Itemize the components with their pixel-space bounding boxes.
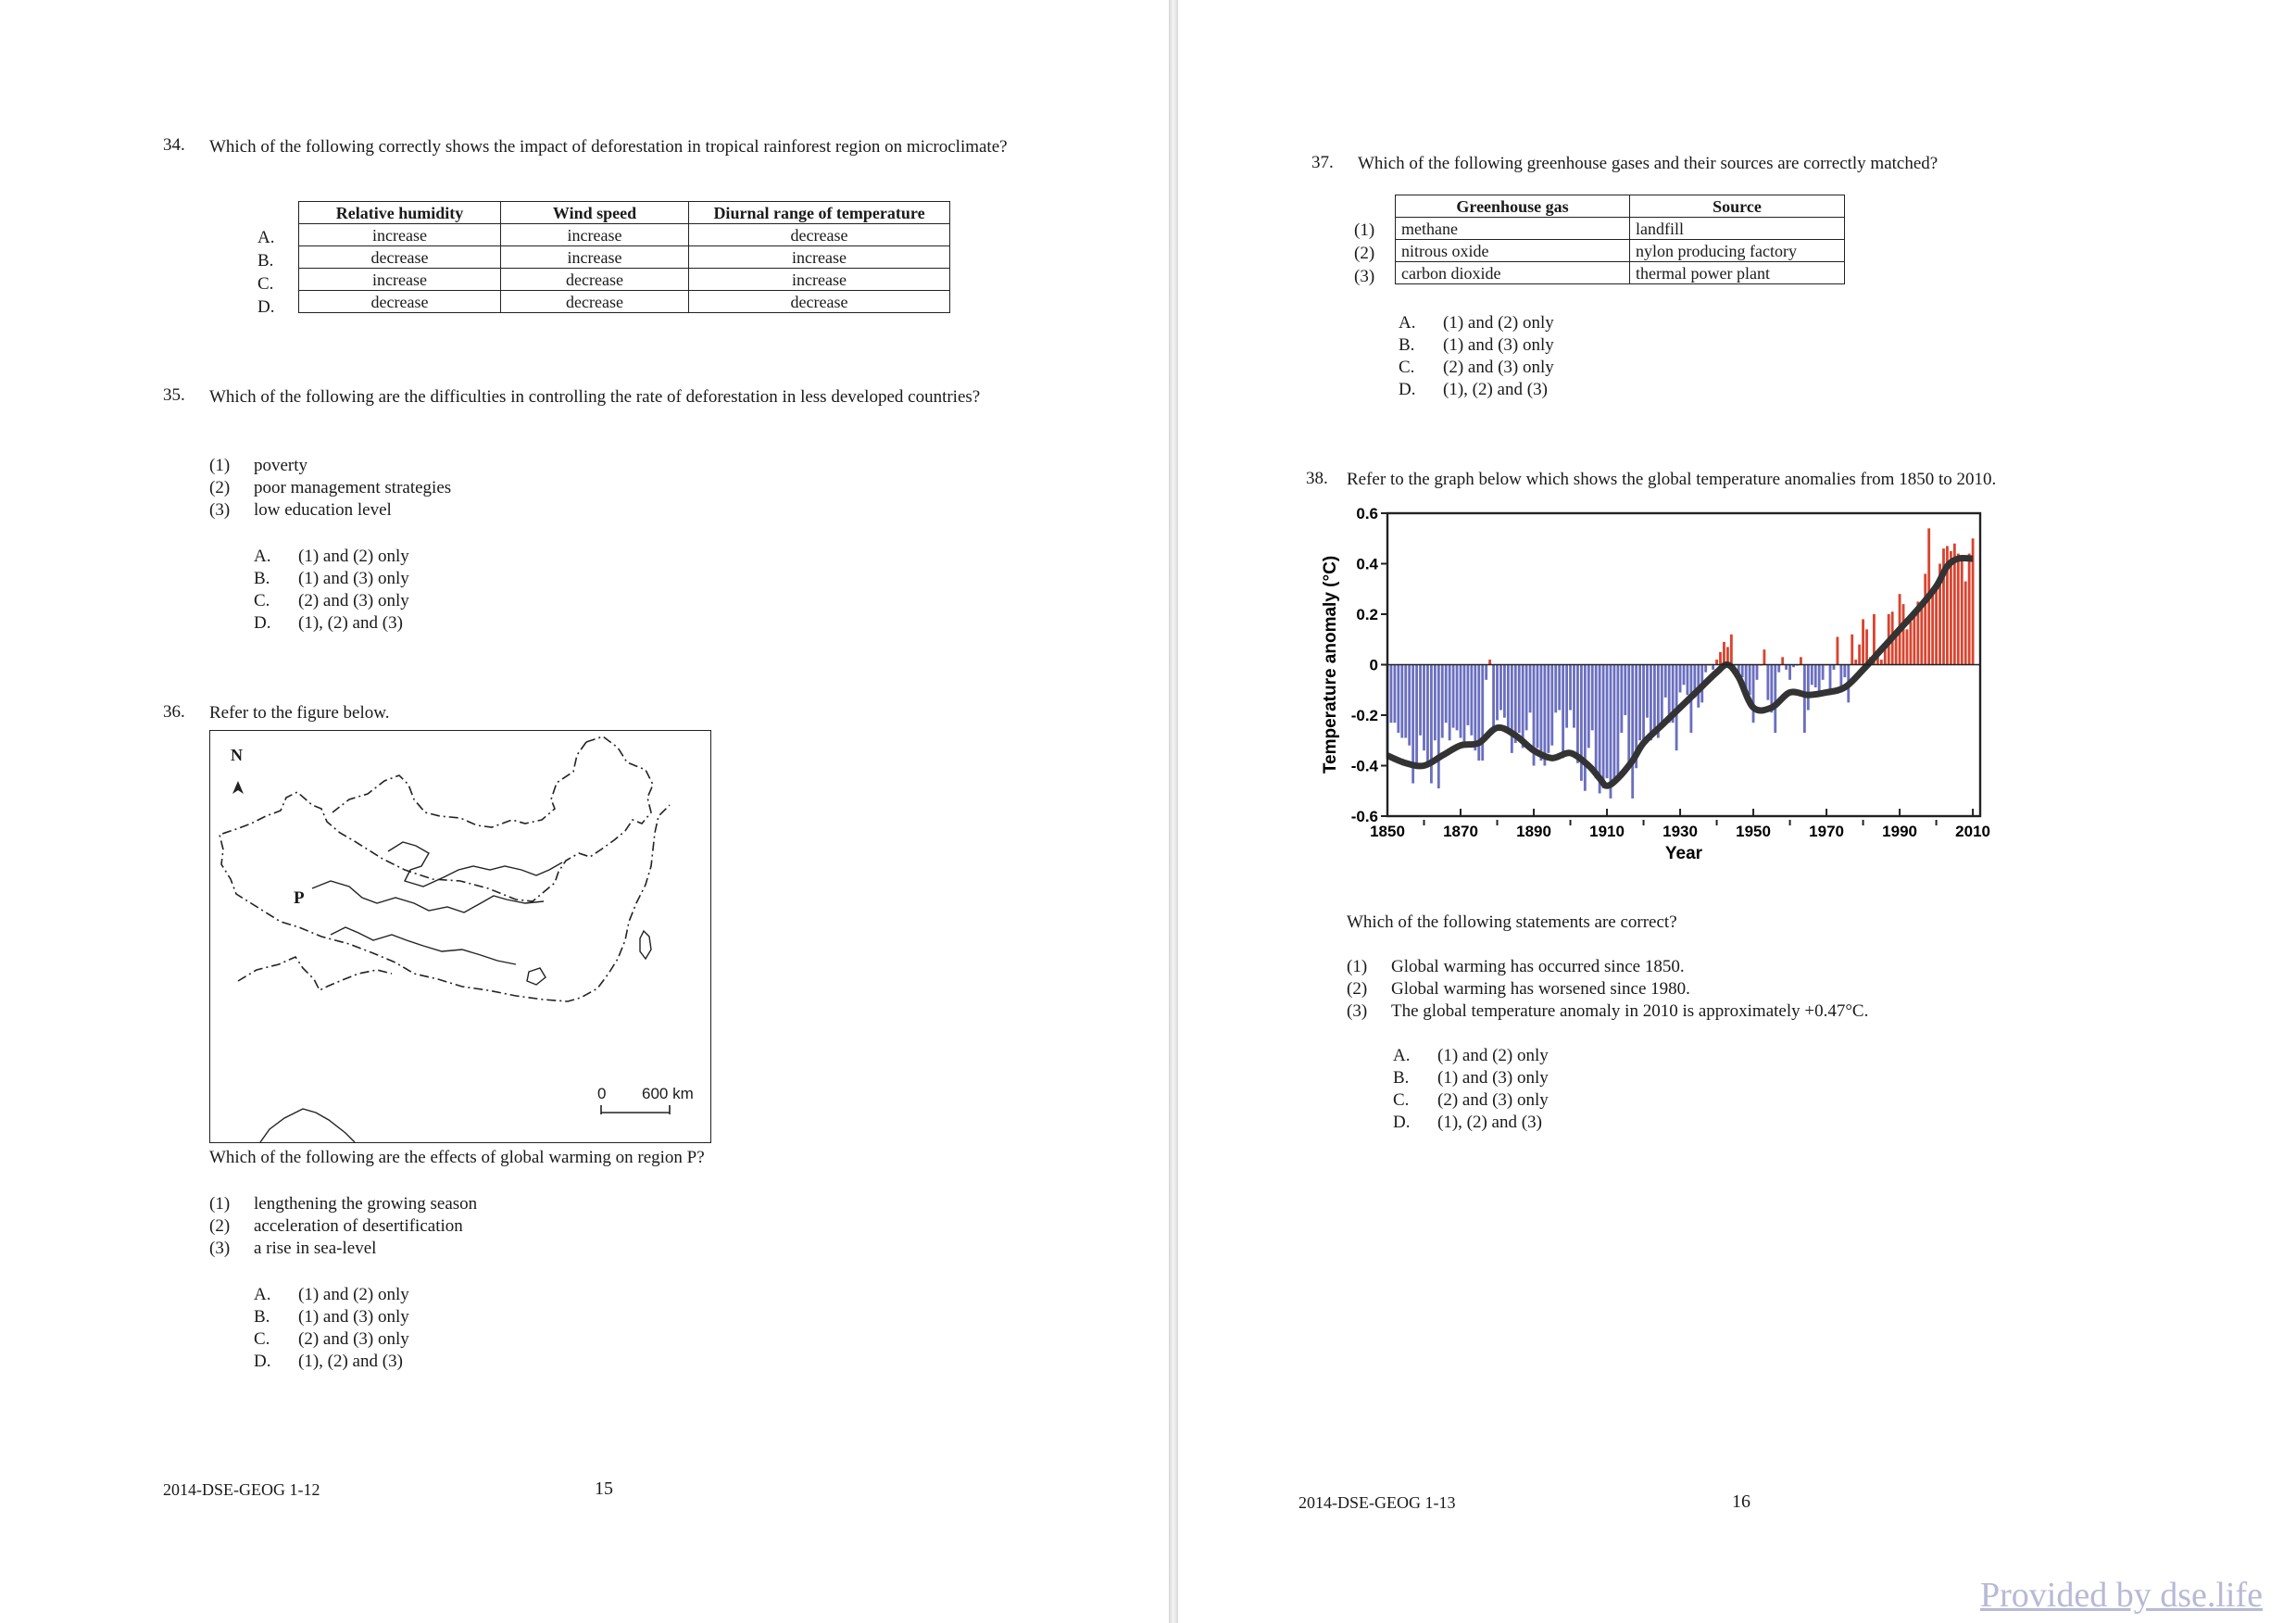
table-cell: decrease — [689, 291, 950, 313]
anomaly-bar — [1525, 665, 1528, 731]
option-letter: B. — [257, 251, 274, 270]
anomaly-bar — [1774, 665, 1776, 734]
anomaly-bar — [1522, 665, 1524, 749]
answer-option: D. (1), (2) and (3) — [1393, 1113, 1542, 1132]
anomaly-bar — [1562, 665, 1564, 759]
x-tick-label: 1850 — [1370, 823, 1405, 840]
answer-option: B. (1) and (3) only — [254, 1307, 409, 1327]
table-cell: nitrous oxide — [1396, 240, 1630, 262]
anomaly-bar — [1950, 551, 1952, 665]
anomaly-bar — [1920, 607, 1923, 665]
anomaly-bar — [1584, 665, 1587, 791]
table-row — [299, 224, 950, 246]
anomaly-bar — [1843, 665, 1846, 678]
anomaly-bar — [1650, 665, 1652, 741]
x-tick-label: 1970 — [1809, 823, 1844, 840]
anomaly-bar — [1474, 665, 1476, 751]
list-item: (1) Global warming has occurred since 1850. — [1347, 957, 1685, 976]
anomaly-bar — [1862, 619, 1864, 664]
x-tick-label: 1890 — [1516, 823, 1551, 840]
table-cell: decrease — [689, 224, 950, 246]
anomaly-bar — [1434, 665, 1437, 741]
anomaly-bar — [1602, 665, 1605, 789]
answer-option: B. (1) and (3) only — [1393, 1068, 1549, 1088]
anomaly-bar — [1961, 561, 1964, 665]
question-38-items — [1347, 956, 1868, 1023]
anomaly-bar — [1423, 665, 1425, 751]
answer-option: C. (2) and (3) only — [1393, 1090, 1549, 1110]
anomaly-bar — [1968, 554, 1971, 665]
anomaly-bar — [1499, 665, 1502, 711]
anomaly-bar — [1426, 665, 1429, 766]
anomaly-bar — [1547, 665, 1549, 753]
temperature-anomaly-chart — [1315, 500, 2019, 889]
answer-option: A. (1) and (2) only — [1393, 1046, 1549, 1065]
anomaly-bar — [1540, 665, 1543, 761]
list-item: (3) low education level — [209, 500, 392, 520]
table-row — [299, 291, 950, 313]
anomaly-bar — [1653, 665, 1656, 734]
anomaly-bar — [1441, 665, 1444, 738]
answer-option: B. (1) and (3) only — [1399, 335, 1554, 355]
question-34-number: 34. — [163, 135, 185, 155]
option-letter: D. — [257, 297, 275, 317]
answer-option: A. (1) and (2) only — [254, 1285, 409, 1304]
answer-option: B. (1) and (3) only — [254, 569, 409, 588]
question-37-table — [1395, 195, 1845, 284]
map-scale-distance: 600 km — [642, 1085, 694, 1102]
anomaly-bar — [1837, 637, 1839, 665]
anomaly-bar — [1756, 665, 1759, 680]
table-cell: decrease — [501, 269, 689, 291]
anomaly-bar — [1818, 665, 1821, 693]
table-row — [1396, 262, 1845, 284]
anomaly-bar — [1880, 660, 1883, 664]
list-item: (2) acceleration of desertification — [209, 1216, 463, 1236]
anomaly-bar — [1408, 665, 1411, 746]
anomaly-bar — [1712, 665, 1714, 670]
anomaly-bar — [1485, 665, 1487, 680]
table-cell: increase — [501, 224, 689, 246]
y-tick-label: 0.6 — [1356, 505, 1378, 522]
table-row — [299, 269, 950, 291]
answer-option: C. (2) and (3) only — [254, 1329, 409, 1349]
anomaly-bar — [1492, 665, 1495, 731]
table-cell: decrease — [299, 246, 501, 269]
answer-option: C. (2) and (3) only — [1399, 358, 1554, 377]
anomaly-bar — [1537, 665, 1539, 749]
anomaly-bar — [1800, 657, 1802, 664]
y-tick-label: -0.4 — [1350, 757, 1378, 775]
anomaly-bar — [1466, 665, 1469, 725]
page-number: 16 — [1732, 1491, 1750, 1512]
anomaly-bar — [1749, 665, 1751, 696]
anomaly-bar — [1664, 665, 1667, 698]
list-item: (2) poor management strategies — [209, 478, 452, 497]
y-tick-label: 0.2 — [1356, 606, 1378, 623]
question-34-stem: Which of the following correctly shows the impact of deforestation in tropical rainforest region on microclimate? — [209, 137, 1008, 157]
anomaly-bar — [1445, 665, 1448, 723]
question-36-number: 36. — [163, 702, 185, 722]
anomaly-bar — [1511, 665, 1513, 753]
anomaly-bar — [1642, 665, 1645, 741]
y-tick-label: 0.4 — [1356, 555, 1378, 573]
answer-option: C. (2) and (3) only — [254, 591, 409, 610]
x-axis-label: Year — [1664, 844, 1703, 863]
anomaly-bar — [1400, 665, 1403, 738]
anomaly-bar — [1419, 665, 1422, 736]
table-header: Relative humidity — [299, 202, 501, 224]
question-38-options — [1393, 1045, 1549, 1134]
question-38-intro: Refer to the graph below which shows the global temperature anomalies from 1850 to 2010. — [1347, 470, 1997, 489]
y-axis-label: Temperature anomaly (°C) — [1321, 555, 1340, 774]
x-tick-label: 1910 — [1589, 823, 1625, 840]
anomaly-bar — [1550, 665, 1553, 746]
anomaly-bar — [1610, 665, 1612, 799]
x-tick-label: 2010 — [1955, 823, 1991, 840]
anomaly-bar — [1507, 665, 1510, 734]
anomaly-bar — [1957, 554, 1960, 665]
question-36-options — [254, 1284, 409, 1373]
anomaly-bar — [1851, 635, 1853, 665]
anomaly-bar — [1763, 649, 1765, 664]
footer-paper-code: 2014-DSE-GEOG 1-12 — [163, 1480, 320, 1499]
anomaly-bar — [1964, 582, 1967, 665]
anomaly-bar — [1616, 665, 1619, 776]
list-item: (3) The global temperature anomaly in 2010 is approximately +0.47°C. — [1347, 1001, 1869, 1021]
anomaly-bar — [1788, 665, 1791, 680]
anomaly-bar — [1481, 665, 1484, 761]
anomaly-bar — [1913, 614, 1915, 665]
watermark-link[interactable]: Provided by dse.life — [1980, 1576, 2264, 1615]
anomaly-bar — [1452, 665, 1455, 728]
anomaly-bar — [1683, 665, 1686, 686]
anomaly-bar — [1924, 573, 1926, 664]
table-header: Source — [1630, 195, 1845, 218]
table-cell: increase — [689, 246, 950, 269]
table-row — [299, 246, 950, 269]
anomaly-bar — [1503, 665, 1506, 718]
list-item: (2) Global warming has worsened since 1980. — [1347, 979, 1690, 999]
china-map — [210, 731, 710, 1142]
x-tick-label: 1870 — [1443, 823, 1478, 840]
answer-option: A. (1) and (2) only — [254, 547, 409, 566]
table-cell: nylon producing factory — [1630, 240, 1845, 262]
y-tick-label: -0.6 — [1350, 808, 1378, 825]
table-cell: landfill — [1630, 218, 1845, 240]
page-number: 15 — [595, 1478, 613, 1499]
anomaly-bar — [1569, 665, 1572, 711]
anomaly-bar — [1704, 665, 1707, 673]
anomaly-bar — [1631, 665, 1634, 799]
anomaly-bar — [1496, 665, 1499, 721]
table-cell: methane — [1396, 218, 1630, 240]
question-34-table — [298, 201, 950, 313]
anomaly-bar — [1854, 660, 1857, 664]
anomaly-bar — [1781, 657, 1784, 664]
anomaly-bar — [1935, 589, 1938, 665]
question-37-options — [1399, 312, 1554, 401]
anomaly-bar — [1554, 665, 1557, 713]
question-35-items — [209, 455, 451, 522]
anomaly-bar — [1456, 665, 1459, 731]
question-34-letters — [257, 226, 274, 319]
table-cell: increase — [689, 269, 950, 291]
item-key: (3) — [1354, 267, 1375, 286]
anomaly-bar — [1606, 665, 1609, 779]
anomaly-bar — [1766, 665, 1769, 700]
table-cell: decrease — [501, 291, 689, 313]
table-cell: thermal power plant — [1630, 262, 1845, 284]
x-tick-label: 1950 — [1736, 823, 1771, 840]
question-36-intro: Refer to the figure below. — [209, 703, 390, 723]
anomaly-bar — [1858, 645, 1861, 665]
anomaly-bar — [1518, 665, 1521, 734]
anomaly-bar — [1931, 589, 1934, 665]
anomaly-bar — [1390, 665, 1393, 723]
y-tick-label: -0.2 — [1350, 707, 1378, 724]
option-letter: C. — [257, 274, 274, 294]
anomaly-bar — [1777, 665, 1780, 673]
anomaly-bar — [1437, 665, 1440, 789]
anomaly-bar — [1627, 665, 1630, 766]
table-cell: carbon dioxide — [1396, 262, 1630, 284]
answer-option: A. (1) and (2) only — [1399, 313, 1554, 333]
anomaly-bar — [1646, 665, 1649, 718]
question-37-stem: Which of the following greenhouse gases and their sources are correctly matched? — [1358, 154, 1938, 173]
anomaly-bar — [1397, 665, 1399, 734]
anomaly-bar — [1558, 665, 1561, 711]
anomaly-bar — [1587, 665, 1590, 749]
anomaly-bar — [1865, 629, 1868, 664]
anomaly-bar — [1730, 635, 1733, 665]
question-37-keys — [1354, 219, 1374, 288]
anomaly-bar — [1814, 665, 1817, 688]
map-north-label: N — [231, 746, 243, 764]
anomaly-bar — [1393, 665, 1396, 723]
footer-paper-code: 2014-DSE-GEOG 1-13 — [1299, 1493, 1456, 1512]
anomaly-bar — [1591, 665, 1594, 731]
table-header: Diurnal range of temperature — [689, 202, 950, 224]
anomaly-bar — [1741, 665, 1744, 678]
anomaly-bar — [1543, 665, 1546, 766]
item-key: (1) — [1354, 220, 1375, 240]
question-38-number: 38. — [1306, 469, 1328, 488]
question-36-stem: Which of the following are the effects of global warming on region P? — [209, 1148, 705, 1167]
answer-option: D. (1), (2) and (3) — [254, 613, 403, 633]
anomaly-bar — [1902, 604, 1905, 664]
anomaly-bar — [1752, 665, 1755, 723]
table-header: Wind speed — [501, 202, 689, 224]
anomaly-bar — [1415, 665, 1418, 763]
anomaly-bar — [1573, 665, 1575, 728]
anomaly-bar — [1613, 665, 1616, 781]
anomaly-bar — [1624, 665, 1626, 716]
anomaly-bar — [1906, 629, 1909, 664]
anomaly-bar — [1687, 665, 1689, 696]
question-37-number: 37. — [1311, 153, 1334, 172]
answer-option: D. (1), (2) and (3) — [254, 1352, 403, 1371]
anomaly-bar — [1807, 665, 1810, 711]
table-row — [1396, 240, 1845, 262]
table-row — [1396, 218, 1845, 240]
anomaly-bar — [1661, 665, 1663, 725]
anomaly-bar — [1463, 665, 1466, 746]
anomaly-bar — [1620, 665, 1623, 734]
anomaly-bar — [1460, 665, 1462, 738]
question-35-number: 35. — [163, 385, 185, 405]
anomaly-bar — [1803, 665, 1806, 734]
x-tick-label: 1990 — [1882, 823, 1918, 840]
map-region-p-label: P — [294, 888, 305, 908]
anomaly-bar — [1785, 665, 1788, 670]
anomaly-bar — [1488, 660, 1491, 664]
anomaly-bar — [1529, 665, 1532, 713]
anomaly-bar — [1470, 665, 1473, 736]
anomaly-bar — [1565, 665, 1568, 728]
x-tick-label: 1930 — [1662, 823, 1698, 840]
anomaly-bar — [1811, 665, 1813, 686]
page-right — [1178, 0, 2296, 1623]
option-letter: A. — [257, 228, 275, 247]
anomaly-bar — [1719, 652, 1722, 665]
anomaly-bar — [1595, 665, 1598, 779]
anomaly-bar — [1822, 665, 1825, 680]
anomaly-bar — [1715, 660, 1718, 664]
item-key: (2) — [1354, 244, 1375, 263]
china-map-figure — [209, 730, 711, 1143]
anomaly-bar — [1910, 622, 1913, 664]
question-35-options — [254, 546, 409, 635]
table-cell: increase — [299, 224, 501, 246]
north-arrow-icon — [232, 781, 244, 794]
book-gutter — [1169, 0, 1178, 1623]
anomaly-bar — [1449, 665, 1451, 741]
y-tick-label: 0 — [1369, 656, 1378, 674]
question-36-items — [209, 1193, 477, 1260]
anomaly-bar — [1679, 665, 1682, 693]
table-header: Greenhouse gas — [1396, 195, 1630, 218]
table-cell: increase — [501, 246, 689, 269]
answer-option: D. (1), (2) and (3) — [1399, 380, 1548, 399]
list-item: (1) poverty — [209, 456, 308, 475]
table-cell: increase — [299, 269, 501, 291]
anomaly-bar — [1404, 665, 1407, 738]
anomaly-bar — [1723, 642, 1725, 665]
question-35-stem: Which of the following are the difficulties in controlling the rate of deforestation in less developed countries? — [209, 387, 981, 407]
map-scale-zero: 0 — [597, 1085, 607, 1102]
list-item: (1) lengthening the growing season — [209, 1194, 478, 1214]
anomaly-bar — [1833, 665, 1836, 670]
anomaly-bar — [1576, 665, 1579, 763]
anomaly-bar — [1638, 665, 1641, 741]
list-item: (3) a rise in sea-level — [209, 1239, 377, 1258]
table-cell: decrease — [299, 291, 501, 313]
question-38-stem: Which of the following statements are correct? — [1347, 912, 1677, 932]
bars-layer — [1386, 528, 1975, 799]
